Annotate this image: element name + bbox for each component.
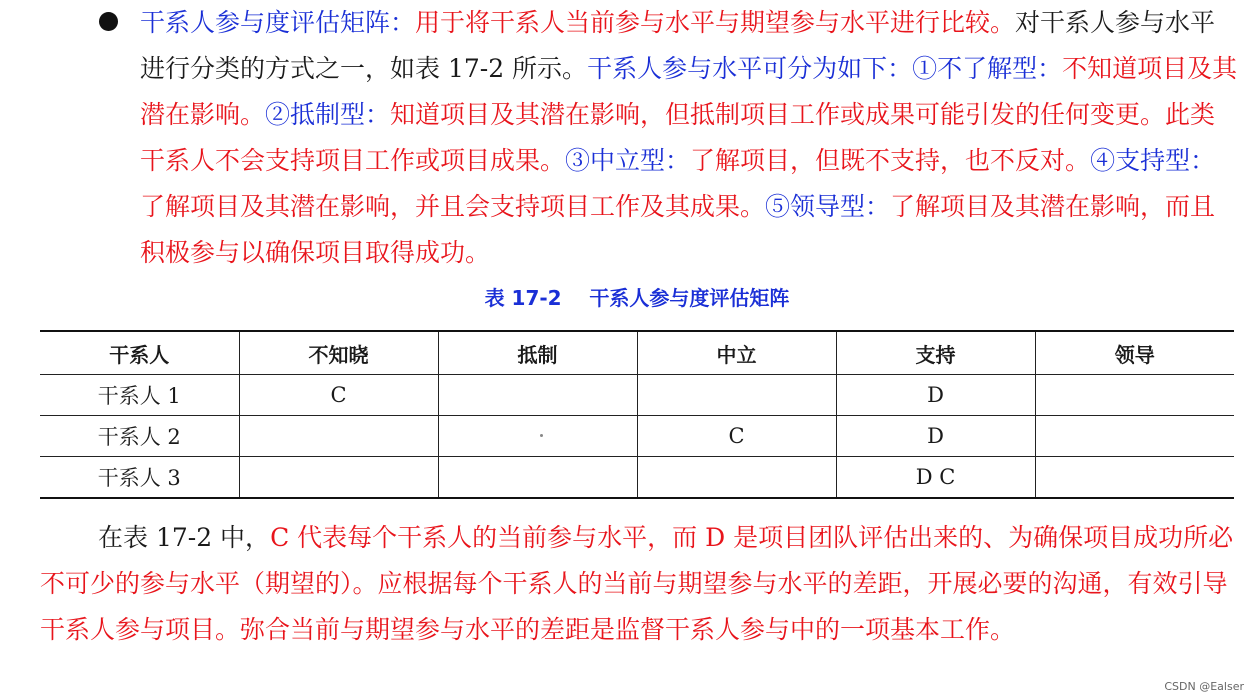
header-leading: 领导 xyxy=(1035,331,1234,375)
table-cell xyxy=(637,457,836,499)
bullet-icon xyxy=(99,12,118,31)
levels-lead: 干系人参与水平可分为如下： xyxy=(587,54,913,83)
table-cell: D xyxy=(836,416,1035,457)
table-row xyxy=(40,416,1234,457)
engagement-matrix-table xyxy=(40,330,1234,499)
level-5-name: ⑤领导型： xyxy=(765,192,891,221)
table-cell: C xyxy=(239,375,438,416)
level-3-name: ③中立型 xyxy=(565,146,666,175)
table-cell: 干系人 3 xyxy=(40,457,239,499)
level-2-desc: 知道项目及其潜在影响，但抵制项目工作或成果可能引发的任何变更。此类干系人不会支持项目工作或项目成果。 xyxy=(140,100,1216,175)
table-cell xyxy=(438,375,637,416)
level-5-desc: 了解项目及其潜在影响，而且积极参与以确保项目取得成功。 xyxy=(140,192,1216,267)
level-1-name: ①不了解型： xyxy=(912,54,1063,83)
explanation-body: C 代表每个干系人的当前参与水平，而 D 是项目团队评估出来的、为确保项目成功所必不可少的参与水平（期望的）。应根据每个干系人的当前与期望参与水平的差距，开展必要的沟通，有效引导干系人参与项目。弥合当前与期望参与水平的差距是监督干系人参与中的一项基本工作。 xyxy=(40,523,1234,644)
table-cell: D xyxy=(836,375,1035,416)
table-row xyxy=(40,375,1234,416)
intro-paragraph xyxy=(140,0,1240,276)
header-resistant: 抵制 xyxy=(438,331,637,375)
level-3-colon: ： xyxy=(665,146,691,175)
table-cell: 干系人 1 xyxy=(97,384,181,408)
level-4-name: ④支持型： xyxy=(1090,146,1216,175)
level-1-desc: 不知道项目及其潜在影响。 xyxy=(140,54,1238,129)
table-cell xyxy=(1035,457,1234,499)
term-purpose: 用于将干系人当前参与水平与期望参与水平进行比较。 xyxy=(415,8,1016,37)
level-4-desc: 了解项目及其潜在影响，并且会支持项目工作及其成果。 xyxy=(140,192,766,221)
watermark: CSDN @Ealser xyxy=(1164,680,1244,693)
table-row xyxy=(40,457,1234,499)
table-cell xyxy=(239,457,438,499)
level-3-desc: 了解项目，但既不支持，也不反对。 xyxy=(690,146,1091,175)
header-supportive: 支持 xyxy=(836,331,1035,375)
table-cell: D C xyxy=(836,457,1035,499)
table-cell: C xyxy=(637,416,836,457)
header-neutral: 中立 xyxy=(637,331,836,375)
table-cell xyxy=(637,375,836,416)
table-cell xyxy=(1035,416,1234,457)
header-unaware: 不知晓 xyxy=(239,331,438,375)
level-2-name: ②抵制型： xyxy=(265,100,391,129)
scan-speck xyxy=(540,434,543,437)
explanation-lead: 在表 17-2 中， xyxy=(98,523,271,552)
table-cell xyxy=(1035,375,1234,416)
table-cell xyxy=(438,416,637,457)
term-label: 干系人参与度评估矩阵： xyxy=(140,8,416,37)
explanation-paragraph xyxy=(40,515,1240,653)
table-cell xyxy=(438,457,637,499)
table-cell: 干系人 2 xyxy=(40,416,239,457)
table-cell xyxy=(239,416,438,457)
table-header-row xyxy=(40,331,1234,375)
table-caption: 表 17-2 干系人参与度评估矩阵 xyxy=(484,286,790,310)
classification-sentence: 对干系人参与水平进行分类的方式之一，如表 17-2 所示。 xyxy=(140,8,1216,83)
header-stakeholder: 干系人 xyxy=(40,331,239,375)
